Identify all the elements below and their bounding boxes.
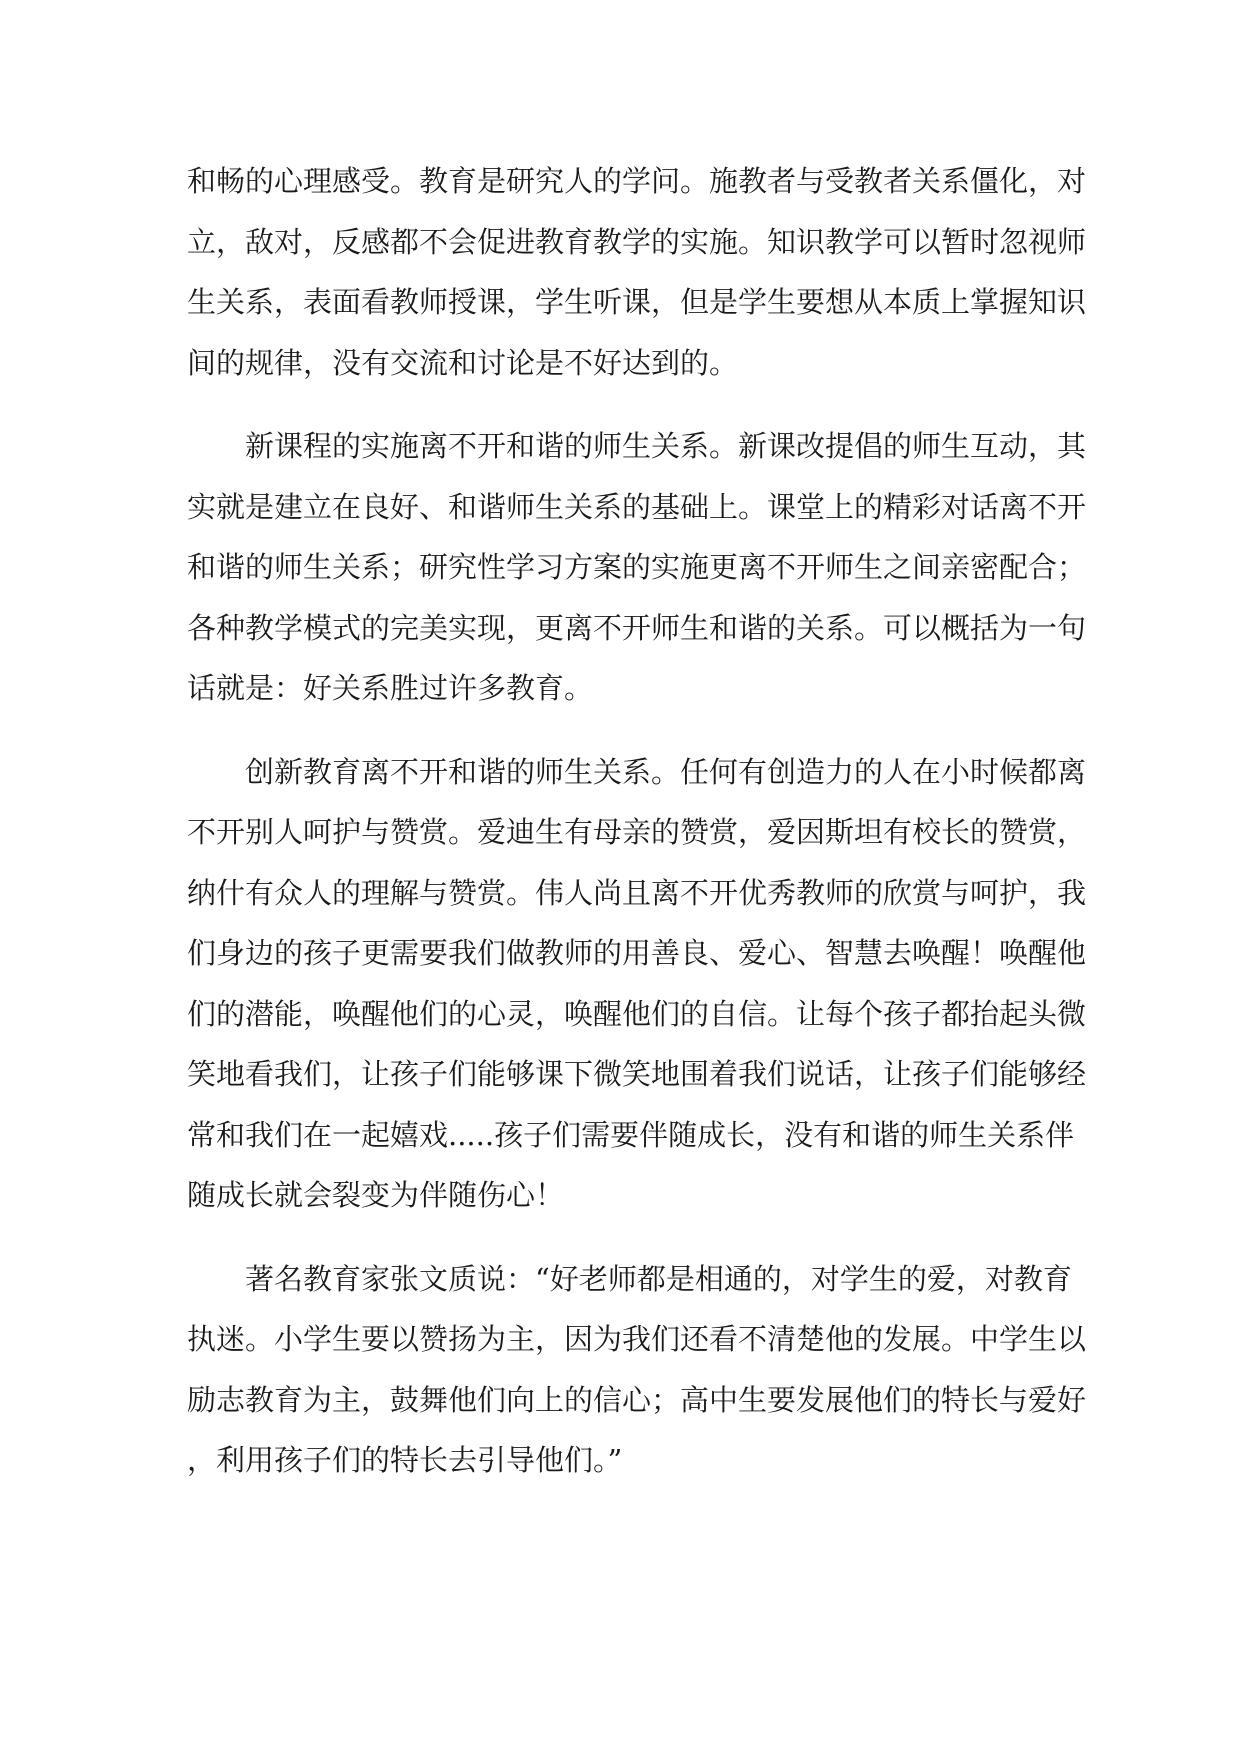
text-line: 随成长就会裂变为伴随伤心！ [187,1178,565,1212]
text-line: 创新教育离不开和谐的师生关系。任何有创造力的人在小时候都离 [245,754,1087,789]
text-line: 常和我们在一起嬉戏.....孩子们需要伴随成长，没有和谐的师生关系伴 [187,1117,1075,1152]
text-line: 不开别人呵护与赞赏。爱迪生有母亲的赞赏，爱因斯坦有校长的赞赏， [187,815,1087,849]
text-line: 间的规律，没有交流和讨论是不好达到的。 [187,345,739,380]
text-line: 励志教育为主，鼓舞他们向上的信心；高中生要发展他们的特长与爱好 [187,1382,1087,1417]
text-line: 各种教学模式的完美实现，更离不开师生和谐的关系。可以概括为一句 [187,610,1087,645]
text-line: 们的潜能，唤醒他们的心灵，唤醒他们的自信。让每个孩子都抬起头微 [187,996,1087,1031]
text-line: ，利用孩子们的特长去引导他们。” [187,1443,623,1477]
paragraph-2 [187,416,1087,719]
text-line: 笑地看我们，让孩子们能够课下微笑地围着我们说话，让孩子们能够经 [187,1057,1087,1091]
body-text [187,151,1087,1514]
text-line: 新课程的实施离不开和谐的师生关系。新课改提倡的师生互动，其 [245,429,1087,463]
text-line: 著名教育家张文质说：“好老师都是相通的，对学生的爱，对教育 [245,1261,1072,1296]
text-line: 话就是：好关系胜过许多教育。 [187,671,594,705]
text-line: 和畅的心理感受。教育是研究人的学问。施教者与受教者关系僵化，对 [187,164,1087,198]
paragraph-4 [187,1249,1087,1491]
paragraph-3 [187,742,1087,1226]
text-line: 生关系，表面看教师授课，学生听课，但是学生要想从本质上掌握知识 [187,285,1087,319]
text-line: 执迷。小学生要以赞扬为主，因为我们还看不清楚他的发展。中学生以 [187,1322,1087,1356]
text-line: 立，敌对，反感都不会促进教育教学的实施。知识教学可以暂时忽视师 [187,224,1087,259]
paragraph-1 [187,151,1087,393]
text-line: 和谐的师生关系；研究性学习方案的实施更离不开师生之间亲密配合； [187,550,1087,584]
text-line: 们身边的孩子更需要我们做教师的用善良、爱心、智慧去唤醒！唤醒他 [187,936,1087,970]
text-line: 纳什有众人的理解与赞赏。伟人尚且离不开优秀教师的欣赏与呵护，我 [187,875,1087,910]
text-line: 实就是建立在良好、和谐师生关系的基础上。课堂上的精彩对话离不开 [187,489,1087,524]
